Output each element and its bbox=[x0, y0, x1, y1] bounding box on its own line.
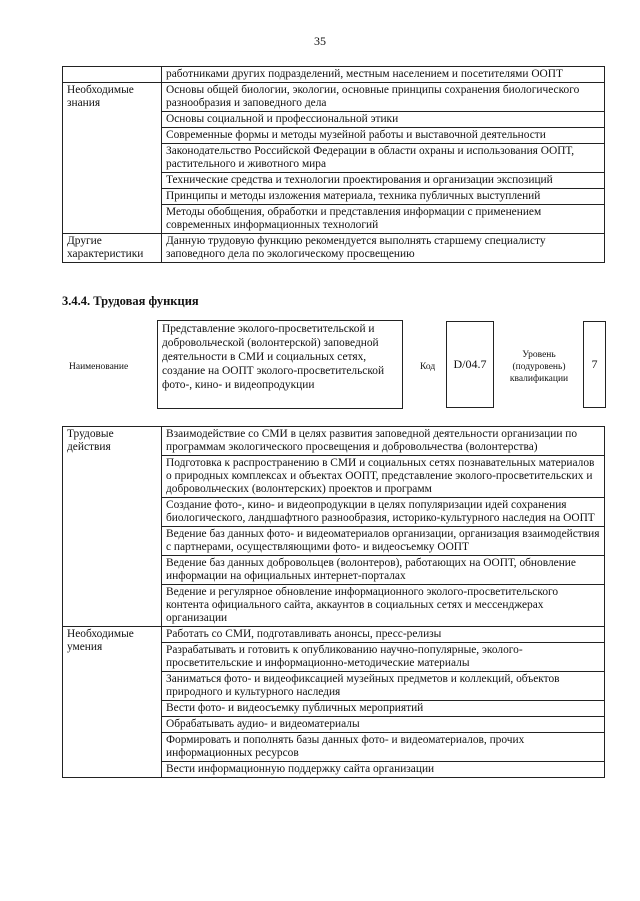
qualification-level-label: Уровень (подуровень) квалификации bbox=[509, 350, 569, 384]
table-cell: Ведение баз данных фото- и видеоматериалов организации, организация взаимодействия с партнерами, осуществляющими фото- и видеосъемку ООПТ bbox=[162, 527, 605, 556]
code-label: Код bbox=[420, 362, 436, 372]
table-cell: Взаимодействие со СМИ в целях развития заповедной деятельности организации по программам экологического просвещения и добровольчества (волонтерства) bbox=[162, 427, 605, 456]
table-cell: Разрабатывать и готовить к опубликованию научно-популярные, эколого-просветительские и информационно-методические материалы bbox=[162, 643, 605, 672]
function-name-label: Наименование bbox=[69, 362, 129, 372]
table-cell: Формировать и пополнять базы данных фото- и видеоматериалов, прочих информационных ресурсов bbox=[162, 733, 605, 762]
table-cell: Вести фото- и видеосъемку публичных мероприятий bbox=[162, 701, 605, 717]
table-cell: Вести информационную поддержку сайта организации bbox=[162, 762, 605, 778]
table-cell: Современные формы и методы музейной работы и выставочной деятельности bbox=[162, 128, 605, 144]
code-box: D/04.7 bbox=[446, 321, 494, 408]
table-cell: Методы обобщения, обработки и представления информации с применением современных информационных технологий bbox=[162, 205, 605, 234]
table-cell: Ведение баз данных добровольцев (волонтеров), работающих на ООПТ, обновление информации на официальных интернет-порталах bbox=[162, 556, 605, 585]
row-label-actions: Трудовые действия bbox=[63, 427, 162, 627]
row-label-other: Другие характеристики bbox=[63, 234, 162, 263]
table-cell: Законодательство Российской Федерации в области охраны и использования ООПТ, растительного и животного мира bbox=[162, 144, 605, 173]
table-cell: работниками других подразделений, местным населением и посетителями ООПТ bbox=[162, 67, 605, 83]
row-label-knowledge: Необходимые знания bbox=[63, 83, 162, 234]
qualification-level-box: 7 bbox=[583, 321, 606, 408]
table-row bbox=[63, 67, 605, 83]
table-cell: Основы социальной и профессиональной этики bbox=[162, 112, 605, 128]
table-cell: Работать со СМИ, подготавливать анонсы, пресс-релизы bbox=[162, 627, 605, 643]
requirements-table-top bbox=[62, 66, 605, 263]
table-cell: Технические средства и технологии проектирования и организации экспозиций bbox=[162, 173, 605, 189]
table-cell: Обрабатывать аудио- и видеоматериалы bbox=[162, 717, 605, 733]
table-cell: Заниматься фото- и видеофиксацией музейных предметов и коллекций, объектов природного и культурного наследия bbox=[162, 672, 605, 701]
row-label-continued bbox=[63, 67, 162, 83]
table-cell: Основы общей биологии, экологии, основные принципы сохранения биологического разнообразия и заповедного дела bbox=[162, 83, 605, 112]
table-cell: Принципы и методы изложения материала, техника публичных выступлений bbox=[162, 189, 605, 205]
page-number: 35 bbox=[314, 34, 326, 48]
section-heading: 3.4.4. Трудовая функция bbox=[62, 294, 199, 308]
table-row bbox=[63, 234, 605, 263]
table-cell: Данную трудовую функцию рекомендуется выполнять старшему специалисту заповедного дела по экологическому просвещению bbox=[162, 234, 605, 263]
function-name-box: Представление эколого-просветительской и добровольческой (волонтерской) заповедной деятельности в СМИ и социальных сетях, создание на ООПТ эколого-просветительской фото-, кино- и видеопродукции bbox=[157, 320, 403, 409]
table-cell: Подготовка к распространению в СМИ и социальных сетях познавательных материалов о природных комплексах и объектах ООПТ, представление эколого-просветительских и добровольческих (волонтерских) проектов и программ bbox=[162, 456, 605, 498]
requirements-table-bottom bbox=[62, 426, 605, 778]
table-row bbox=[63, 627, 605, 643]
table-cell: Создание фото-, кино- и видеопродукции в целях популяризации идей сохранения биологического, ландшафтного разнообразия, историко-культурного наследия на ООПТ bbox=[162, 498, 605, 527]
table-cell: Ведение и регулярное обновление информационного эколого-просветительского контента официального сайта, аккаунтов в социальных сетях и мессенджерах организации bbox=[162, 585, 605, 627]
table-row bbox=[63, 427, 605, 456]
row-label-skills: Необходимые умения bbox=[63, 627, 162, 778]
table-row bbox=[63, 83, 605, 112]
